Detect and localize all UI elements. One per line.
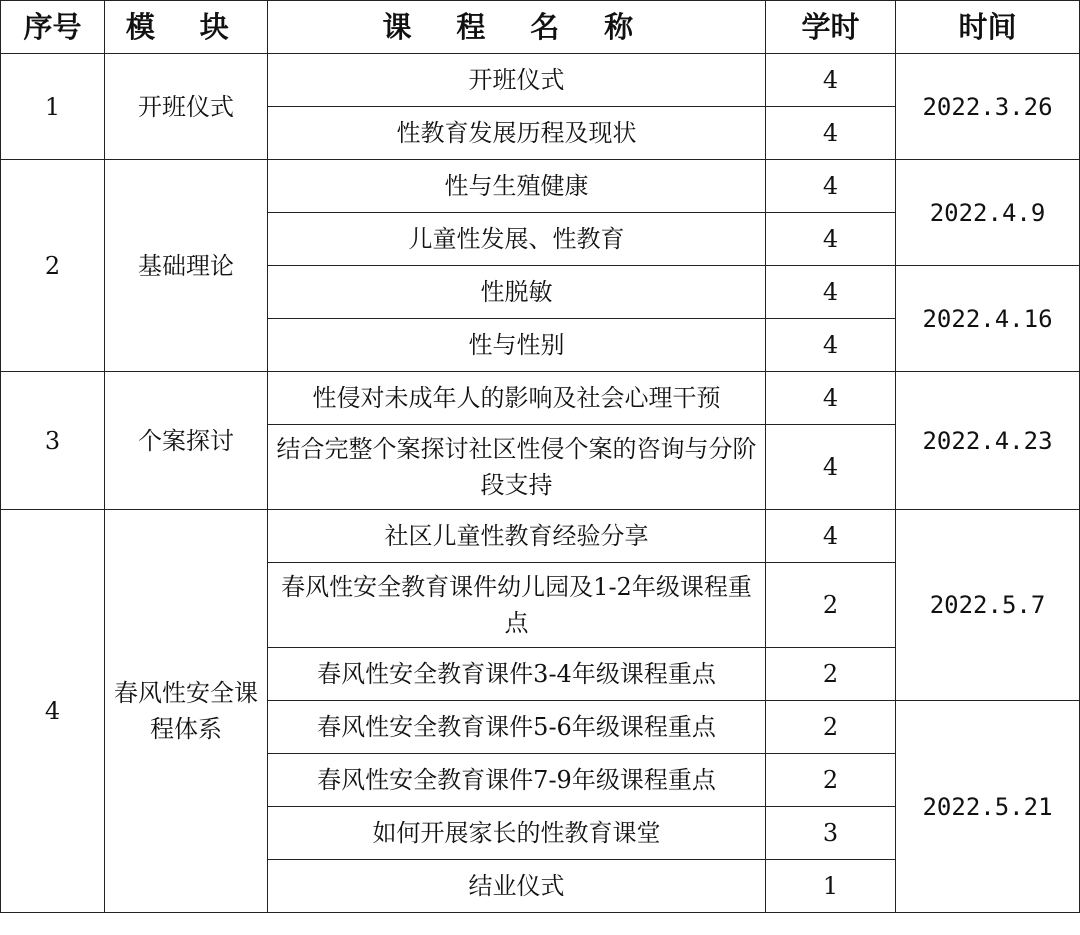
module-number: 1 (1, 54, 105, 160)
course-hours: 2 (766, 754, 896, 807)
course-date: 2022.4.9 (896, 160, 1080, 266)
module-name: 春风性安全课程体系 (105, 510, 268, 913)
course-name: 春风性安全教育课件幼儿园及1-2年级课程重点 (268, 563, 766, 648)
course-name: 春风性安全教育课件7-9年级课程重点 (268, 754, 766, 807)
header-row (1, 1, 1080, 54)
course-hours: 4 (766, 107, 896, 160)
course-hours: 4 (766, 266, 896, 319)
table-row (1, 372, 1080, 425)
course-name: 如何开展家长的性教育课堂 (268, 807, 766, 860)
course-name: 结业仪式 (268, 860, 766, 913)
course-name: 性教育发展历程及现状 (268, 107, 766, 160)
header-no: 序号 (1, 1, 105, 54)
course-hours: 4 (766, 213, 896, 266)
course-hours: 4 (766, 372, 896, 425)
course-hours: 1 (766, 860, 896, 913)
header-course: 课 程 名 称 (268, 1, 766, 54)
course-hours: 2 (766, 563, 896, 648)
module-name: 基础理论 (105, 160, 268, 372)
course-hours: 3 (766, 807, 896, 860)
course-date: 2022.4.16 (896, 266, 1080, 372)
table-row (1, 160, 1080, 213)
header-hours: 学时 (766, 1, 896, 54)
course-hours: 4 (766, 160, 896, 213)
course-hours: 4 (766, 425, 896, 510)
table-row (1, 510, 1080, 563)
course-name: 儿童性发展、性教育 (268, 213, 766, 266)
course-name: 性与性别 (268, 319, 766, 372)
course-name: 性与生殖健康 (268, 160, 766, 213)
course-date: 2022.5.21 (896, 701, 1080, 913)
course-date: 2022.4.23 (896, 372, 1080, 510)
course-hours: 4 (766, 54, 896, 107)
course-name: 春风性安全教育课件3-4年级课程重点 (268, 648, 766, 701)
header-module: 模 块 (105, 1, 268, 54)
course-hours: 4 (766, 510, 896, 563)
module-number: 3 (1, 372, 105, 510)
header-date: 时间 (896, 1, 1080, 54)
course-date: 2022.3.26 (896, 54, 1080, 160)
course-name: 性脱敏 (268, 266, 766, 319)
module-number: 2 (1, 160, 105, 372)
course-name: 性侵对未成年人的影响及社会心理干预 (268, 372, 766, 425)
course-name: 春风性安全教育课件5-6年级课程重点 (268, 701, 766, 754)
module-name: 开班仪式 (105, 54, 268, 160)
course-date: 2022.5.7 (896, 510, 1080, 701)
course-hours: 2 (766, 701, 896, 754)
module-name: 个案探讨 (105, 372, 268, 510)
course-hours: 2 (766, 648, 896, 701)
course-name: 社区儿童性教育经验分享 (268, 510, 766, 563)
course-hours: 4 (766, 319, 896, 372)
course-name: 结合完整个案探讨社区性侵个案的咨询与分阶段支持 (268, 425, 766, 510)
module-number: 4 (1, 510, 105, 913)
table-row (1, 54, 1080, 107)
course-name: 开班仪式 (268, 54, 766, 107)
